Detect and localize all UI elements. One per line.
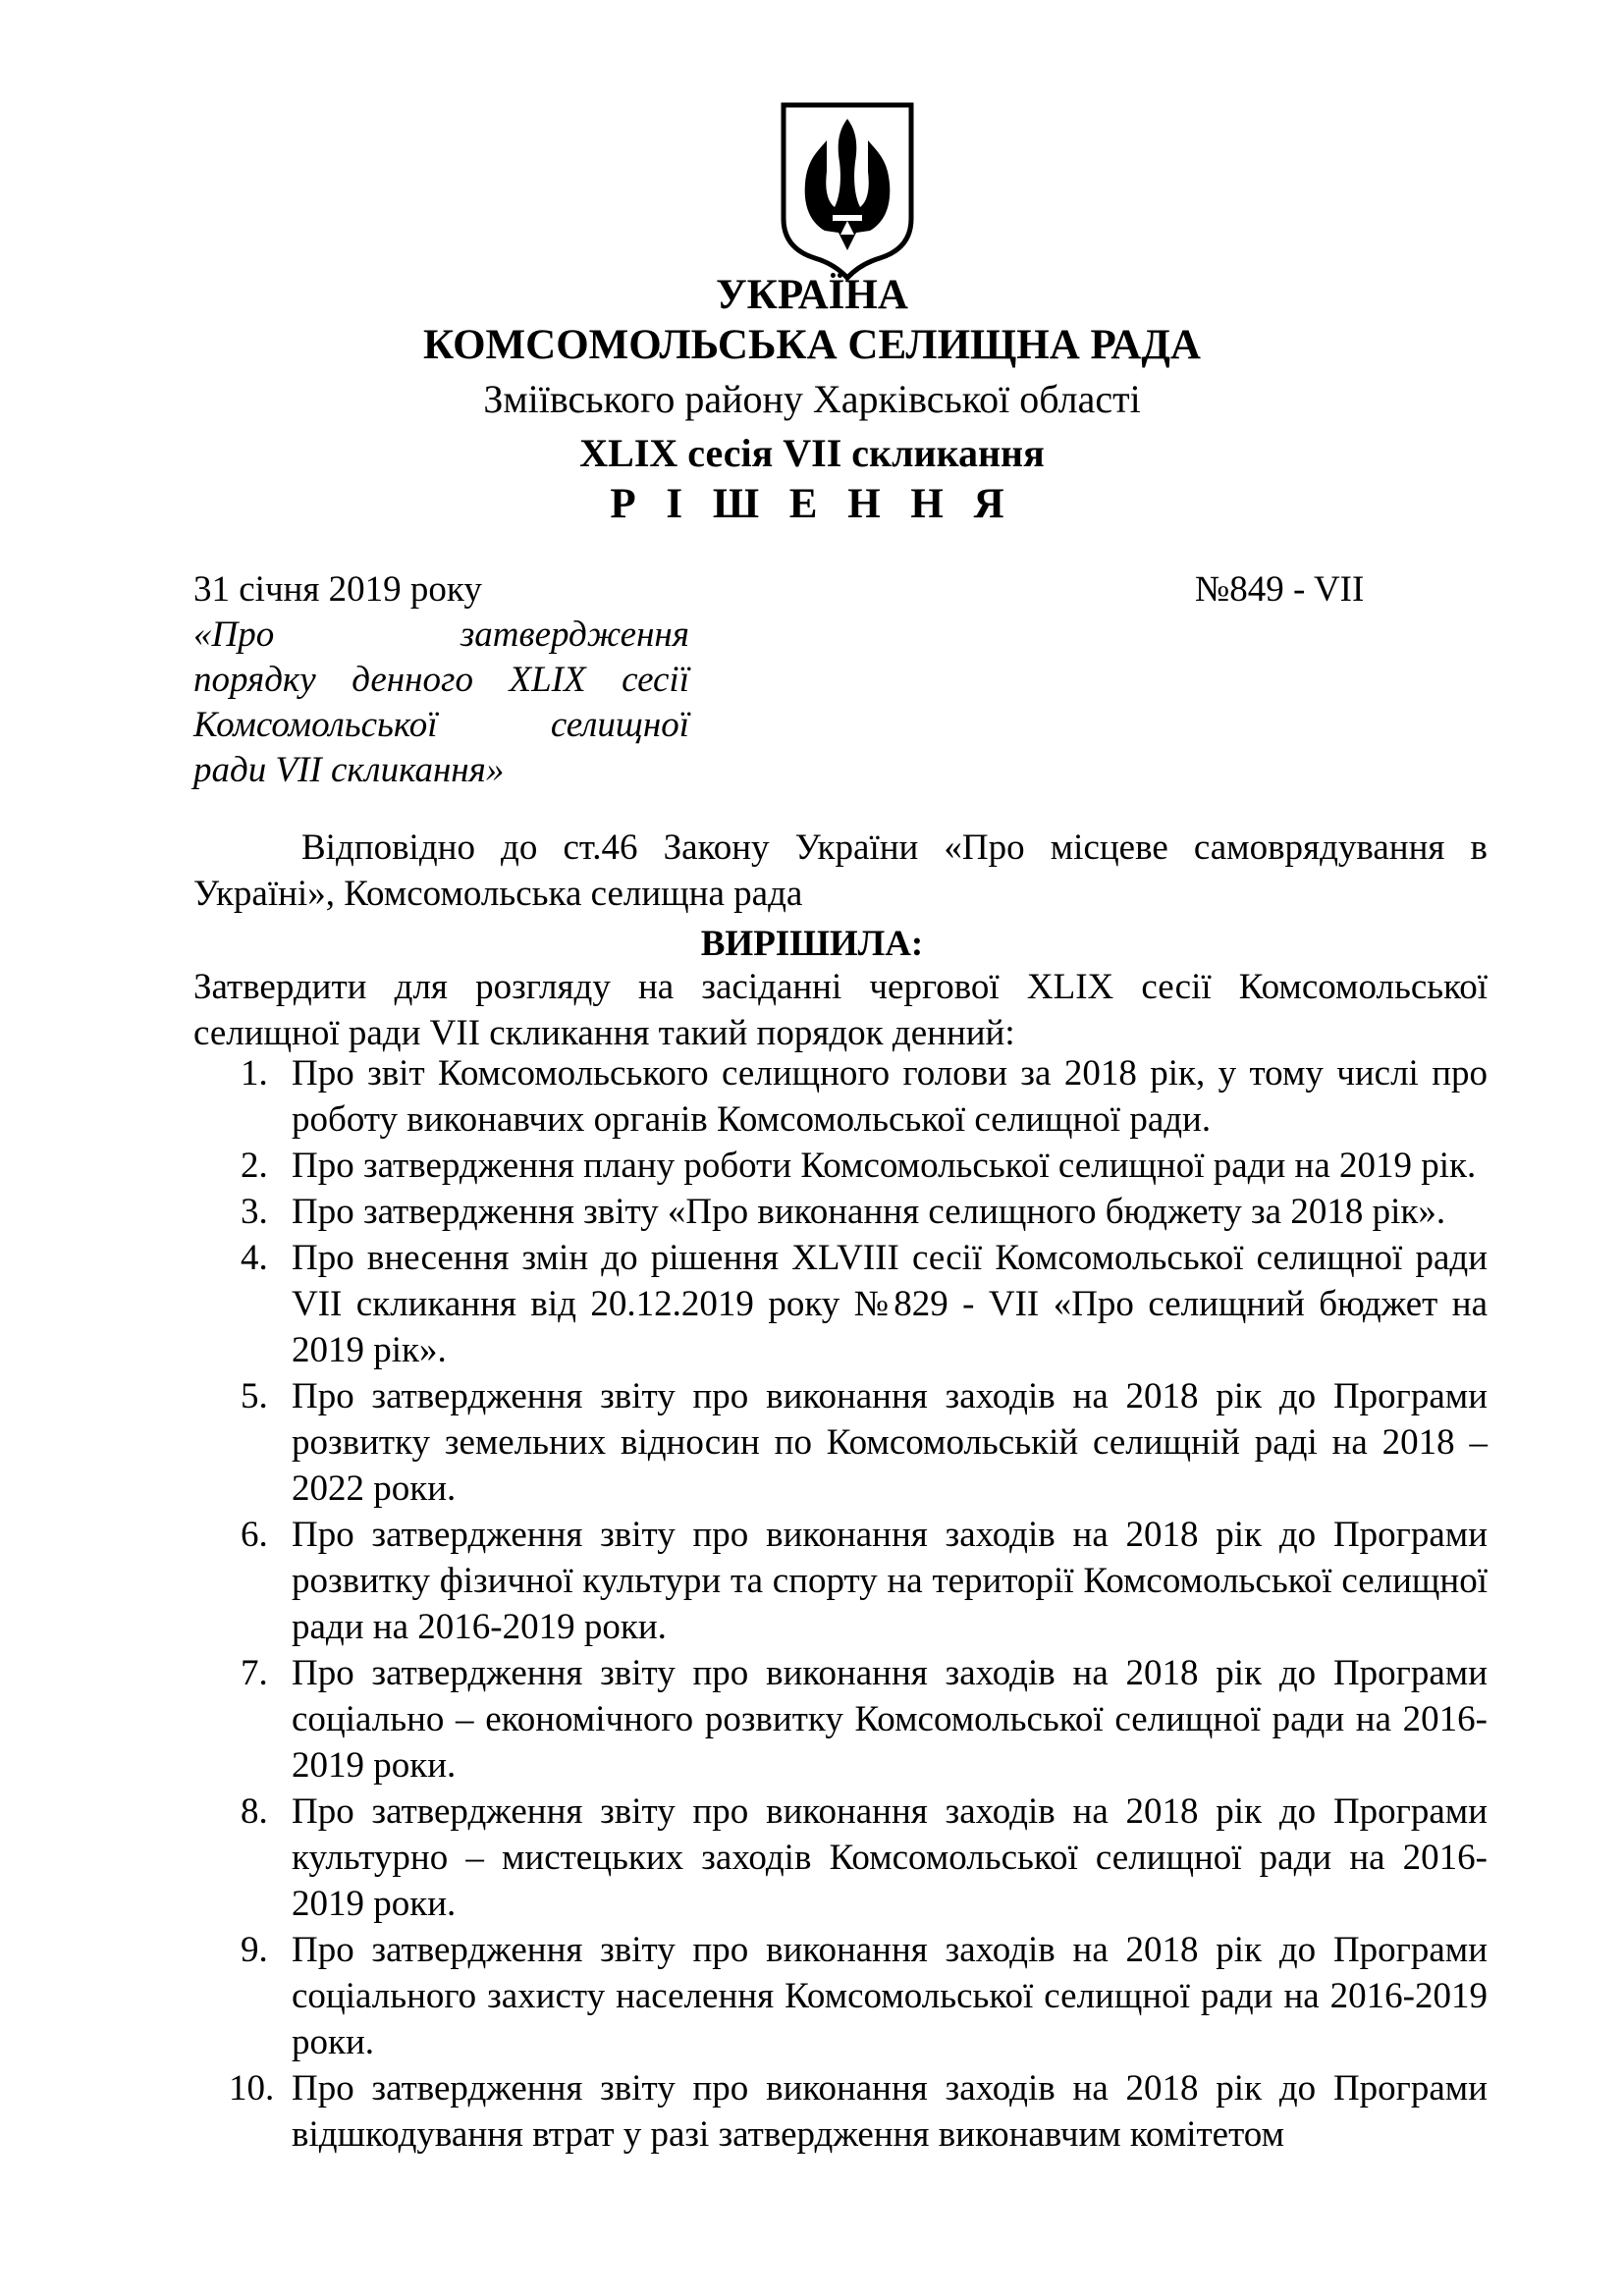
agenda-item-text: Про внесення змін до рішення XLVIII сесії Комсомольської селищної ради VII скликання від 20.12.2019 року №829 - VII «Про селищний бюджет на 2019 рік».: [292, 1238, 1488, 1370]
agenda-item: [193, 1050, 1488, 1143]
agenda-item-number: 3.: [241, 1192, 268, 1232]
agenda-item: [193, 1143, 1488, 1189]
intro-paragraph: Затвердити для розгляду на засіданні чергової XLIX сесії Комсомольської селищної ради VII скликання такий порядок денний:: [193, 967, 1488, 1053]
decision-title: Р І Ш Е Н Н Я: [610, 481, 1014, 527]
agenda-item: [193, 1189, 1488, 1235]
agenda-item-text: Про затвердження звіту про виконання заходів на 2018 рік до Програми відшкодування втрат у разі затвердження виконавчим комітетом: [292, 2068, 1488, 2155]
agenda-item-number: 8.: [241, 1791, 268, 1832]
subject-line: ради VII скликання»: [193, 750, 505, 790]
coat-of-arms-icon: [778, 101, 917, 281]
session-heading: XLIX сесія VII скликання: [579, 431, 1045, 475]
agenda-item-text: Про затвердження плану роботи Комсомольської селищної ради на 2019 рік.: [292, 1146, 1477, 1186]
agenda-item-text: Про затвердження звіту «Про виконання селищного бюджету за 2018 рік».: [292, 1192, 1446, 1232]
decided-heading: ВИРІШИЛА:: [700, 924, 924, 964]
agenda-item-number: 6.: [241, 1515, 268, 1555]
agenda-item-text: Про затвердження звіту про виконання заходів на 2018 рік до Програми соціально – економічного розвитку Комсомольської селищної ради на 2016-2019 роки.: [292, 1653, 1488, 1786]
agenda-item-text: Про затвердження звіту про виконання заходів на 2018 рік до Програми розвитку земельних відносин по Комсомольській селищній раді на 2018 – 2022 роки.: [292, 1376, 1488, 1509]
decision-subject: [193, 613, 689, 793]
agenda-item: [193, 1512, 1488, 1650]
agenda-item: [193, 1927, 1488, 2065]
agenda-item-number: 7.: [241, 1653, 268, 1693]
decision-date: 31 січня 2019 року: [193, 569, 482, 610]
country-heading: УКРАЇНА: [716, 272, 908, 318]
agenda-item-number: 1.: [241, 1053, 268, 1094]
agenda-item: [193, 1650, 1488, 1789]
agenda-item-text: Про звіт Комсомольського селищного голови за 2018 рік, у тому числі про роботу виконавчих органів Комсомольської селищної ради.: [292, 1053, 1488, 1140]
agenda-item-text: Про затвердження звіту про виконання заходів на 2018 рік до Програми розвитку фізичної культури та спорту на території Комсомольської селищної ради на 2016-2019 роки.: [292, 1515, 1488, 1647]
subject-line: Комсомольської селищної: [193, 705, 689, 745]
subject-line: порядку денного XLIX сесії: [193, 660, 689, 700]
decision-number: №849 - VII: [1195, 569, 1365, 610]
agenda-item-text: Про затвердження звіту про виконання заходів на 2018 рік до Програми соціального захисту населення Комсомольської селищної ради на 2016-2019 роки.: [292, 1930, 1488, 2062]
council-heading: КОМСОМОЛЬСЬКА СЕЛИЩНА РАДА: [423, 322, 1201, 368]
agenda-item-number: 5.: [241, 1376, 268, 1416]
region-heading: Зміївського району Харківської області: [483, 377, 1141, 421]
agenda-list: [193, 1050, 1488, 2158]
subject-line: «Про затвердження: [193, 614, 689, 655]
agenda-item-number: 9.: [241, 1930, 268, 1970]
agenda-item: [193, 1235, 1488, 1373]
agenda-item-text: Про затвердження звіту про виконання заходів на 2018 рік до Програми культурно – мистецьких заходів Комсомольської селищної ради на 2016-2019 роки.: [292, 1791, 1488, 1924]
agenda-item: [193, 1373, 1488, 1512]
agenda-item-number: 2.: [241, 1146, 268, 1186]
agenda-item: [193, 2065, 1488, 2158]
agenda-item: [193, 1789, 1488, 1927]
agenda-item-number: 10.: [229, 2068, 275, 2109]
agenda-item-number: 4.: [241, 1238, 268, 1278]
legal-basis-paragraph: Відповідно до ст.46 Закону України «Про місцеве самоврядування в Україні», Комсомольська селищна рада: [193, 828, 1488, 914]
